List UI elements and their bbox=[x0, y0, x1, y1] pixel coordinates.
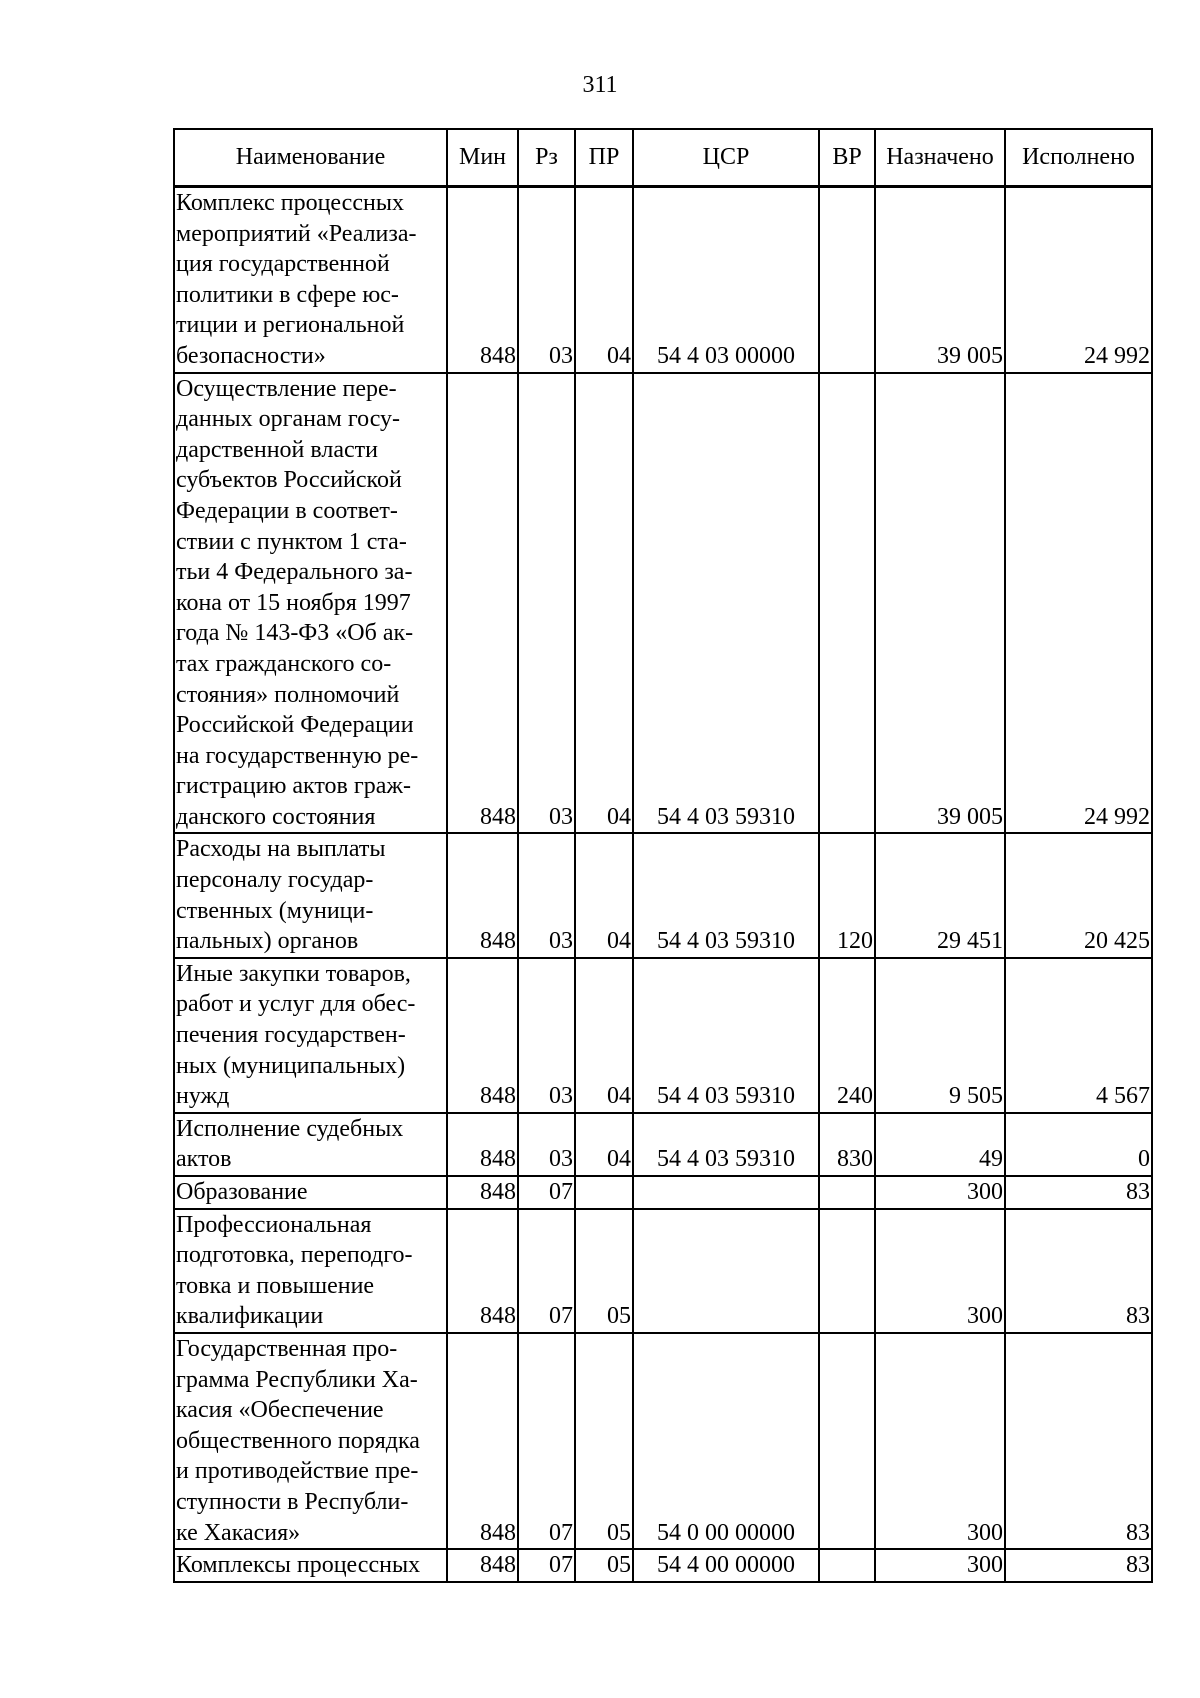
table-row bbox=[174, 1209, 1152, 1333]
name-line: и противодействие пре- bbox=[176, 1458, 419, 1485]
cell-executed: 83 bbox=[1005, 1549, 1152, 1582]
cell-rz: 07 bbox=[518, 1176, 575, 1209]
cell-pr: 05 bbox=[575, 1209, 633, 1333]
name-line: Профессиональная bbox=[176, 1211, 372, 1238]
cell-min: 848 bbox=[447, 187, 518, 373]
name-line: Российской Федерации bbox=[176, 712, 414, 739]
table-row bbox=[174, 373, 1152, 834]
name-line: кона от 15 ноября 1997 bbox=[176, 589, 411, 616]
name-line: ствии с пунктом 1 ста- bbox=[176, 528, 407, 555]
cell-name bbox=[174, 1549, 447, 1582]
table-row bbox=[174, 1176, 1152, 1209]
cell-pr: 04 bbox=[575, 958, 633, 1113]
cell-name bbox=[174, 1333, 447, 1549]
cell-min: 848 bbox=[447, 833, 518, 957]
cell-assigned: 49 bbox=[875, 1113, 1005, 1176]
cell-vr bbox=[819, 1209, 875, 1333]
name-line: Комплексы процессных bbox=[176, 1552, 421, 1579]
name-line: Осуществление пере- bbox=[176, 375, 397, 402]
cell-csr: 54 4 00 00000 bbox=[633, 1549, 819, 1582]
column-header-name: Наименование bbox=[174, 129, 447, 187]
cell-vr bbox=[819, 1176, 875, 1209]
cell-name bbox=[174, 373, 447, 834]
cell-vr bbox=[819, 1333, 875, 1549]
cell-pr: 04 bbox=[575, 373, 633, 834]
cell-pr: 04 bbox=[575, 1113, 633, 1176]
cell-assigned: 300 bbox=[875, 1209, 1005, 1333]
name-line: подготовка, переподго- bbox=[176, 1242, 413, 1269]
cell-rz: 07 bbox=[518, 1549, 575, 1582]
name-line: касия «Обеспечение bbox=[176, 1397, 384, 1424]
name-line: персоналу государ- bbox=[176, 867, 374, 894]
cell-csr: 54 4 03 59310 bbox=[633, 833, 819, 957]
cell-csr: 54 4 03 00000 bbox=[633, 187, 819, 373]
name-line: тах гражданского со- bbox=[176, 650, 392, 677]
table-header-row bbox=[174, 129, 1152, 187]
name-line: данных органам госу- bbox=[176, 406, 401, 433]
cell-min: 848 bbox=[447, 958, 518, 1113]
name-line: политики в сфере юс- bbox=[176, 281, 399, 308]
cell-executed: 20 425 bbox=[1005, 833, 1152, 957]
column-header-rz: Рз bbox=[518, 129, 575, 187]
name-line: Исполнение судебных bbox=[176, 1115, 404, 1142]
column-header-min: Мин bbox=[447, 129, 518, 187]
table-row bbox=[174, 1113, 1152, 1176]
cell-executed: 83 bbox=[1005, 1176, 1152, 1209]
cell-min: 848 bbox=[447, 1113, 518, 1176]
name-line: Расходы на выплаты bbox=[176, 836, 386, 863]
name-line: дарственной власти bbox=[176, 436, 379, 463]
cell-min: 848 bbox=[447, 1333, 518, 1549]
cell-assigned: 300 bbox=[875, 1549, 1005, 1582]
cell-csr: 54 4 03 59310 bbox=[633, 373, 819, 834]
cell-name bbox=[174, 187, 447, 373]
name-line: Образование bbox=[176, 1179, 308, 1205]
cell-min: 848 bbox=[447, 373, 518, 834]
name-line: ных (муниципальных) bbox=[176, 1052, 406, 1079]
name-line: тиции и региональной bbox=[176, 312, 405, 339]
cell-rz: 03 bbox=[518, 373, 575, 834]
cell-executed: 83 bbox=[1005, 1209, 1152, 1333]
cell-name bbox=[174, 1176, 447, 1209]
name-line: товка и повышение bbox=[176, 1272, 375, 1299]
cell-csr bbox=[633, 1176, 819, 1209]
cell-csr bbox=[633, 1209, 819, 1333]
table-row bbox=[174, 958, 1152, 1113]
name-line: Комплекс процессных bbox=[176, 190, 404, 216]
column-header-executed: Исполнено bbox=[1005, 129, 1152, 187]
cell-min: 848 bbox=[447, 1209, 518, 1333]
name-line: ственных (муници- bbox=[176, 897, 374, 924]
table-row bbox=[174, 187, 1152, 373]
budget-table bbox=[173, 128, 1153, 1583]
table-body bbox=[174, 187, 1152, 1582]
name-line: на государственную ре- bbox=[176, 742, 419, 769]
cell-rz: 07 bbox=[518, 1209, 575, 1333]
name-line: Иные закупки товаров, bbox=[176, 960, 411, 987]
name-line: актов bbox=[176, 1146, 232, 1173]
cell-pr: 05 bbox=[575, 1549, 633, 1582]
column-header-csr: ЦСР bbox=[633, 129, 819, 187]
cell-vr: 240 bbox=[819, 958, 875, 1113]
cell-name bbox=[174, 1209, 447, 1333]
cell-rz: 03 bbox=[518, 1113, 575, 1176]
table-row bbox=[174, 1333, 1152, 1549]
name-line: нужд bbox=[176, 1083, 230, 1110]
cell-assigned: 300 bbox=[875, 1176, 1005, 1209]
column-header-vr: ВР bbox=[819, 129, 875, 187]
cell-assigned: 29 451 bbox=[875, 833, 1005, 957]
cell-executed: 24 992 bbox=[1005, 187, 1152, 373]
name-line: стояния» полномочий bbox=[176, 681, 400, 708]
name-line: года № 143-ФЗ «Об ак- bbox=[176, 620, 414, 647]
cell-rz: 03 bbox=[518, 833, 575, 957]
cell-rz: 07 bbox=[518, 1333, 575, 1549]
column-header-pr: ПР bbox=[575, 129, 633, 187]
cell-csr: 54 4 03 59310 bbox=[633, 1113, 819, 1176]
cell-assigned: 39 005 bbox=[875, 187, 1005, 373]
cell-executed: 4 567 bbox=[1005, 958, 1152, 1113]
cell-pr: 05 bbox=[575, 1333, 633, 1549]
cell-rz: 03 bbox=[518, 187, 575, 373]
name-line: мероприятий «Реализа- bbox=[176, 220, 417, 247]
name-line: ция государственной bbox=[176, 251, 390, 278]
page-number: 311 bbox=[582, 72, 618, 98]
cell-pr: 04 bbox=[575, 187, 633, 373]
name-line: пальных) органов bbox=[176, 928, 359, 955]
cell-vr bbox=[819, 373, 875, 834]
name-line: Федерации в соответ- bbox=[176, 497, 398, 524]
cell-name bbox=[174, 1113, 447, 1176]
name-line: безопасности» bbox=[176, 342, 326, 369]
cell-assigned: 39 005 bbox=[875, 373, 1005, 834]
table-row bbox=[174, 1549, 1152, 1582]
name-line: данского состояния bbox=[176, 803, 376, 830]
name-line: грамма Республики Ха- bbox=[176, 1366, 418, 1393]
cell-executed: 83 bbox=[1005, 1333, 1152, 1549]
cell-vr: 120 bbox=[819, 833, 875, 957]
cell-vr bbox=[819, 1549, 875, 1582]
cell-pr: 04 bbox=[575, 833, 633, 957]
name-line: гистрацию актов граж- bbox=[176, 773, 411, 800]
cell-rz: 03 bbox=[518, 958, 575, 1113]
name-line: тьи 4 Федерального за- bbox=[176, 559, 413, 586]
name-line: ке Хакасия» bbox=[176, 1519, 301, 1546]
name-line: общественного порядка bbox=[176, 1427, 420, 1454]
name-line: Государственная про- bbox=[176, 1335, 398, 1362]
cell-min: 848 bbox=[447, 1549, 518, 1582]
column-header-assigned: Назначено bbox=[875, 129, 1005, 187]
cell-name bbox=[174, 958, 447, 1113]
cell-assigned: 300 bbox=[875, 1333, 1005, 1549]
cell-vr: 830 bbox=[819, 1113, 875, 1176]
cell-csr: 54 4 03 59310 bbox=[633, 958, 819, 1113]
cell-csr: 54 0 00 00000 bbox=[633, 1333, 819, 1549]
cell-executed: 24 992 bbox=[1005, 373, 1152, 834]
cell-min: 848 bbox=[447, 1176, 518, 1209]
name-line: печения государствен- bbox=[176, 1022, 406, 1049]
name-line: субъектов Российской bbox=[176, 467, 402, 494]
table-row bbox=[174, 833, 1152, 957]
name-line: работ и услуг для обес- bbox=[176, 991, 416, 1018]
name-line: ступности в Республи- bbox=[176, 1488, 409, 1515]
cell-pr bbox=[575, 1176, 633, 1209]
cell-assigned: 9 505 bbox=[875, 958, 1005, 1113]
cell-vr bbox=[819, 187, 875, 373]
cell-executed: 0 bbox=[1005, 1113, 1152, 1176]
name-line: квалификации bbox=[176, 1303, 324, 1330]
cell-name bbox=[174, 833, 447, 957]
